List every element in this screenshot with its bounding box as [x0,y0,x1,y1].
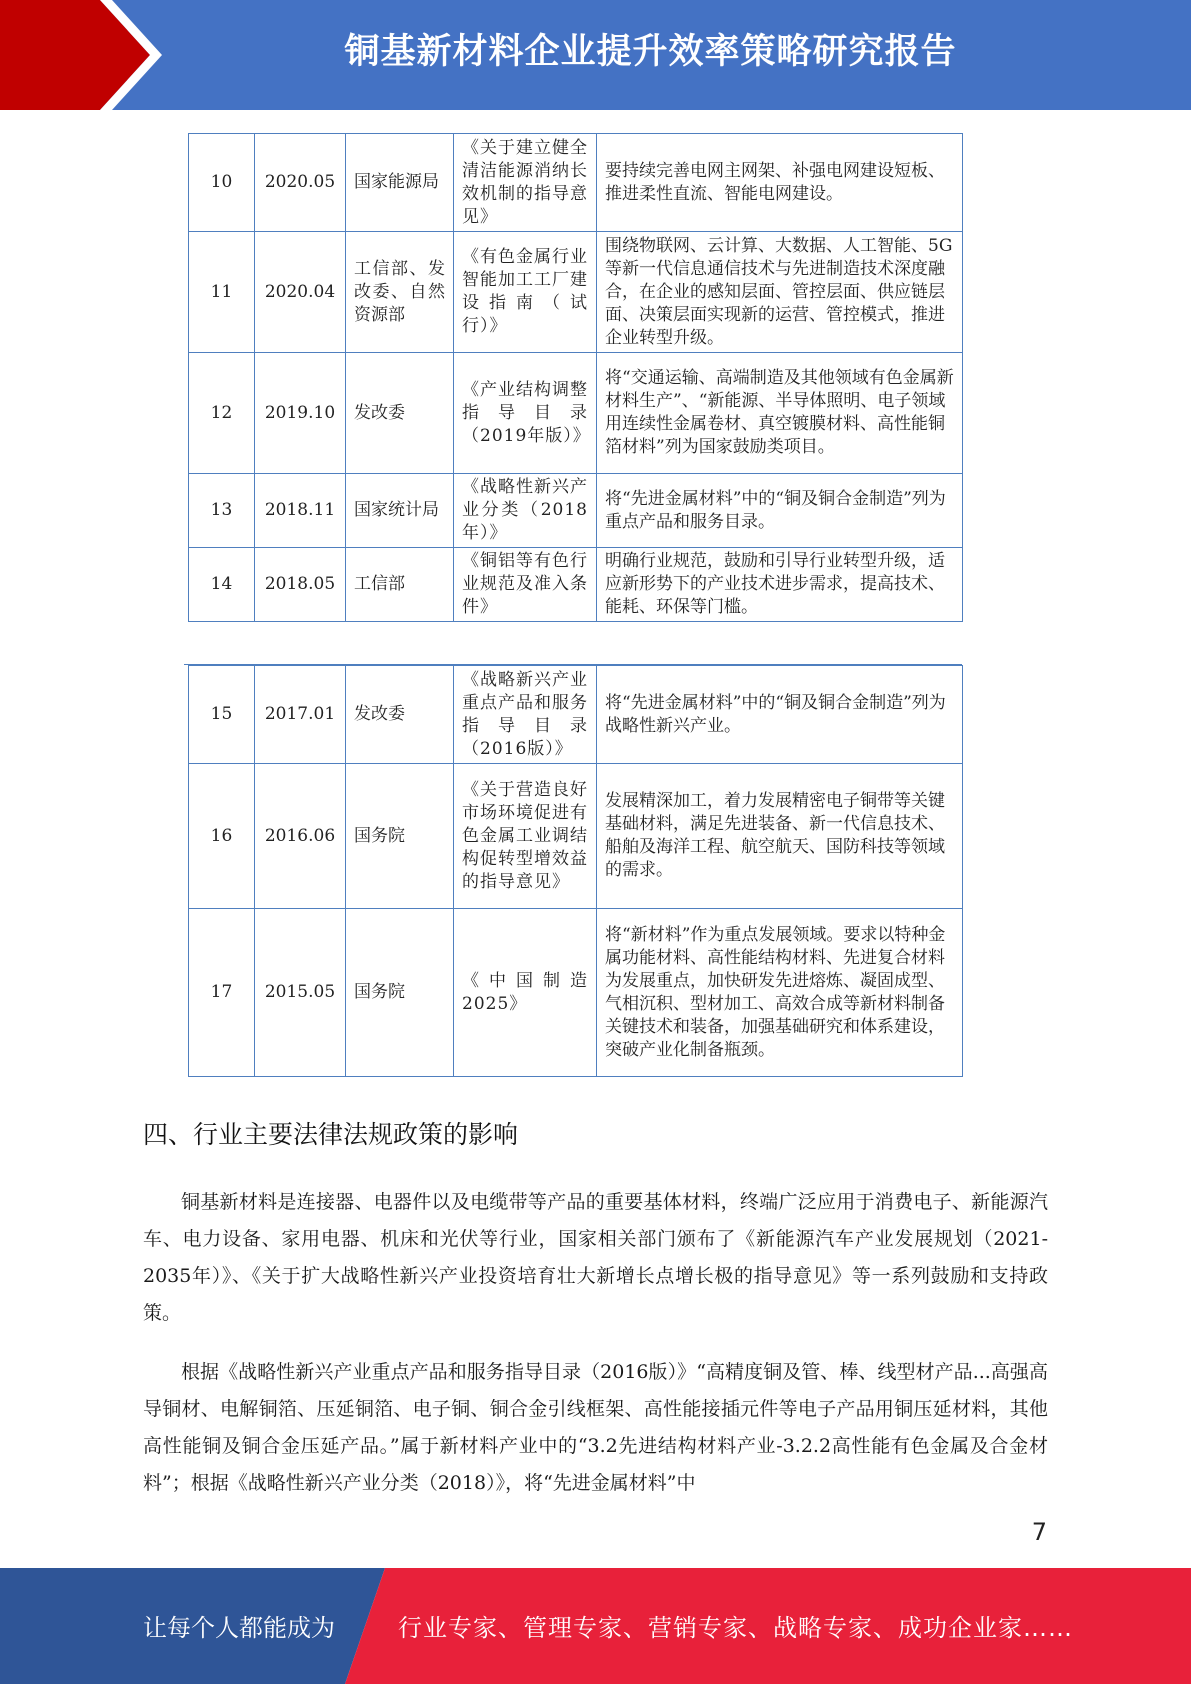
issuing-department: 国务院 [346,764,454,909]
issue-date: 2015.05 [255,909,346,1077]
issuing-department: 工信部、发改委、自然资源部 [346,232,454,353]
policy-table-2 [188,665,963,1077]
issue-date: 2018.11 [255,474,346,548]
issuing-department: 国家能源局 [346,134,454,232]
table-row [189,666,963,764]
row-number: 16 [189,764,255,909]
row-number: 13 [189,474,255,548]
policy-content: 围绕物联网、云计算、大数据、人工智能、5G等新一代信息通信技术与先进制造技术深度融合，在企业的感知层面、管控层面、供应链层面、决策层面实现新的运营、管控模式，推进企业转型升级。 [597,232,963,353]
policy-content: 将“先进金属材料”中的“铜及铜合金制造”列为战略性新兴产业。 [597,666,963,764]
row-number: 10 [189,134,255,232]
policy-table-1 [188,133,963,622]
issuing-department: 工信部 [346,548,454,622]
footer-slogan-right: 行业专家、管理专家、营销专家、战略专家、成功企业家…… [398,1614,1073,1642]
issue-date: 2019.10 [255,353,346,474]
issue-date: 2020.04 [255,232,346,353]
row-number: 14 [189,548,255,622]
policy-document: 《战略性新兴产业分类（2018年）》 [454,474,597,548]
policy-content: 将“先进金属材料”中的“铜及铜合金制造”列为重点产品和服务目录。 [597,474,963,548]
policy-document: 《战略新兴产业重点产品和服务指导目录（2016版）》 [454,666,597,764]
issue-date: 2020.05 [255,134,346,232]
policy-content: 将“交通运输、高端制造及其他领域有色金属新材料生产”、“新能源、半导体照明、电子领域用连续性金属卷材、真空镀膜材料、高性能铜箔材料”列为国家鼓励类项目。 [597,353,963,474]
body-paragraph: 根据《战略性新兴产业重点产品和服务指导目录（2016版）》“高精度铜及管、棒、线型材产品...高强高导铜材、电解铜箔、压延铜箔、电子铜、铜合金引线框架、高性能接插元件等电子产品用铜压延材料，其他高性能铜及铜合金压延产品。”属于新材料产业中的“3.2先进结构材料产业-3.2.2高性能有色金属及合金材料”；根据《战略性新兴产业分类（2018）》，将“先进金属材料”中 [143,1361,1048,1494]
header-chevron-graphic [0,0,170,110]
document-title: 铜基新材料企业提升效率策略研究报告 [344,32,957,72]
policy-document: 《铜铝等有色行业规范及准入条件》 [454,548,597,622]
policy-content: 要持续完善电网主网架、补强电网建设短板、推进柔性直流、智能电网建设。 [597,134,963,232]
policy-document: 《关于建立健全清洁能源消纳长效机制的指导意见》 [454,134,597,232]
footer-slogan-left: 让每个人都能成为 [143,1614,335,1642]
issue-date: 2018.05 [255,548,346,622]
policy-document: 《中国制造2025》 [454,909,597,1077]
table-row [189,134,963,232]
policy-content: 将“新材料”作为重点发展领域。要求以特种金属功能材料、高性能结构材料、先进复合材料为发展重点，加快研发先进熔炼、凝固成型、气相沉积、型材加工、高效合成等新材料制备关键技术和装备，加强基础研究和体系建设，突破产业化制备瓶颈。 [597,909,963,1077]
row-number: 17 [189,909,255,1077]
page-number: 7 [1031,1518,1047,1546]
body-paragraph: 铜基新材料是连接器、电器件以及电缆带等产品的重要基体材料，终端广泛应用于消费电子、新能源汽车、电力设备、家用电器、机床和光伏等行业，国家相关部门颁布了《新能源汽车产业发展规划（2021-2035年）》、《关于扩大战略性新兴产业投资培育壮大新增长点增长极的指导意见》等一系列鼓励和支持政策。 [143,1191,1048,1324]
table-row [189,474,963,548]
policy-content: 发展精深加工，着力发展精密电子铜带等关键基础材料，满足先进装备、新一代信息技术、船舶及海洋工程、航空航天、国防科技等领域的需求。 [597,764,963,909]
row-number: 11 [189,232,255,353]
issuing-department: 发改委 [346,666,454,764]
page-footer [0,1568,1191,1684]
policy-document: 《有色金属行业智能加工工厂建设指南（试行）》 [454,232,597,353]
issuing-department: 国家统计局 [346,474,454,548]
row-number: 15 [189,666,255,764]
table-row [189,909,963,1077]
issue-date: 2017.01 [255,666,346,764]
table-row [189,232,963,353]
page-header [0,0,1191,110]
policy-document: 《产业结构调整指导目录（2019年版）》 [454,353,597,474]
policy-document: 《关于营造良好市场环境促进有色金属工业调结构促转型增效益的指导意见》 [454,764,597,909]
table-row [189,764,963,909]
policy-content: 明确行业规范，鼓励和引导行业转型升级，适应新形势下的产业技术进步需求，提高技术、能耗、环保等门槛。 [597,548,963,622]
table-row [189,548,963,622]
section-heading: 四、行业主要法律法规政策的影响 [143,1120,519,1149]
issuing-department: 发改委 [346,353,454,474]
table-row [189,353,963,474]
issue-date: 2016.06 [255,764,346,909]
row-number: 12 [189,353,255,474]
issuing-department: 国务院 [346,909,454,1077]
